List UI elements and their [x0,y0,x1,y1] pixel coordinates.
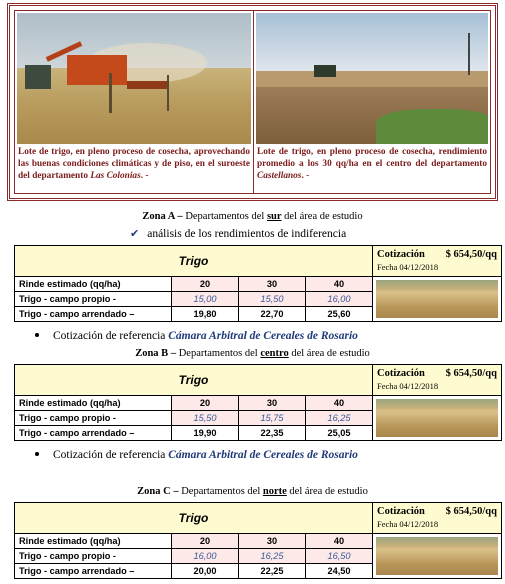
price-box: $ 654,50/qq Cotización Fecha 04/12/2018 [373,365,502,396]
arrendado-cell: 24,50 [306,564,373,579]
rinde-cell: 40 [306,396,373,411]
zone-b-table [14,364,502,441]
row-label-propio: Trigo - campo propio - [15,549,172,564]
propio-cell: 16,00 [306,292,373,307]
rinde-cell: 30 [239,277,306,292]
arrendado-cell: 20,00 [172,564,239,579]
row-label-rinde: Rinde estimado (qq/ha) [15,534,172,549]
harvest-photo-right [256,13,488,144]
photo-grid [14,10,491,194]
zone-b-title: Zona B – Departamentos del centro del área de estudio [135,348,370,359]
wheat-photo [373,277,502,322]
price-box: $ 654,50/qq Cotización Fecha 04/12/2018 [373,503,502,534]
rinde-cell: 30 [239,396,306,411]
wheat-photo [373,396,502,441]
arrendado-cell: 25,60 [306,307,373,322]
rinde-cell: 40 [306,277,373,292]
propio-cell: 16,25 [239,549,306,564]
photo-cell-left [15,11,254,193]
row-label-rinde: Rinde estimado (qq/ha) [15,277,172,292]
rinde-cell: 30 [239,534,306,549]
arrendado-cell: 22,35 [239,426,306,441]
propio-cell: 15,00 [172,292,239,307]
photo-cell-right [254,11,490,193]
check-mark-icon: ✔ [130,228,140,240]
row-label-arrendado: Trigo - campo arrendado – [15,307,172,322]
arrendado-cell: 19,90 [172,426,239,441]
crop-header: Trigo [15,503,373,534]
zone-c-title: Zona C – Departamentos del norte del área de estudio [137,486,368,497]
rinde-cell: 40 [306,534,373,549]
propio-cell: 15,75 [239,411,306,426]
row-label-propio: Trigo - campo propio - [15,292,172,307]
wheat-photo [373,534,502,579]
reference-line-a: Cotización de referencia Cámara Arbitral de Cereales de Rosario [35,330,358,342]
photo-caption-right: Lote de trigo, en pleno proceso de cosecha, rendimiento promedio a los 30 qq/ha en el centro del departamento Castellanos. - [257,147,487,181]
propio-cell: 15,50 [172,411,239,426]
rinde-cell: 20 [172,534,239,549]
propio-cell: 16,50 [306,549,373,564]
arrendado-cell: 22,70 [239,307,306,322]
photo-frame [7,3,498,201]
zone-a-table [14,245,502,322]
propio-cell: 16,25 [306,411,373,426]
row-label-arrendado: Trigo - campo arrendado – [15,564,172,579]
crop-header: Trigo [15,246,373,277]
propio-cell: 16,00 [172,549,239,564]
arrendado-cell: 25,05 [306,426,373,441]
row-label-rinde: Rinde estimado (qq/ha) [15,396,172,411]
propio-cell: 15,50 [239,292,306,307]
arrendado-cell: 22,25 [239,564,306,579]
rinde-cell: 20 [172,277,239,292]
zone-a-title: Zona A – Departamentos del sur del área de estudio [142,211,363,222]
arrendado-cell: 19,80 [172,307,239,322]
row-label-arrendado: Trigo - campo arrendado – [15,426,172,441]
rinde-cell: 20 [172,396,239,411]
check-line: ✔ análisis de los rendimientos de indiferencia [130,228,347,240]
row-label-propio: Trigo - campo propio - [15,411,172,426]
harvest-photo-left [17,13,251,144]
zone-c-table [14,502,502,579]
crop-header: Trigo [15,365,373,396]
price-box: $ 654,50/qq Cotización Fecha 04/12/2018 [373,246,502,277]
photo-caption-left: Lote de trigo, en pleno proceso de cosecha, aprovechando las buenas condiciones climáticas y de piso, en el suroeste del departamento Las Colonias. - [18,147,250,181]
reference-line-b: Cotización de referencia Cámara Arbitral de Cereales de Rosario [35,449,358,461]
